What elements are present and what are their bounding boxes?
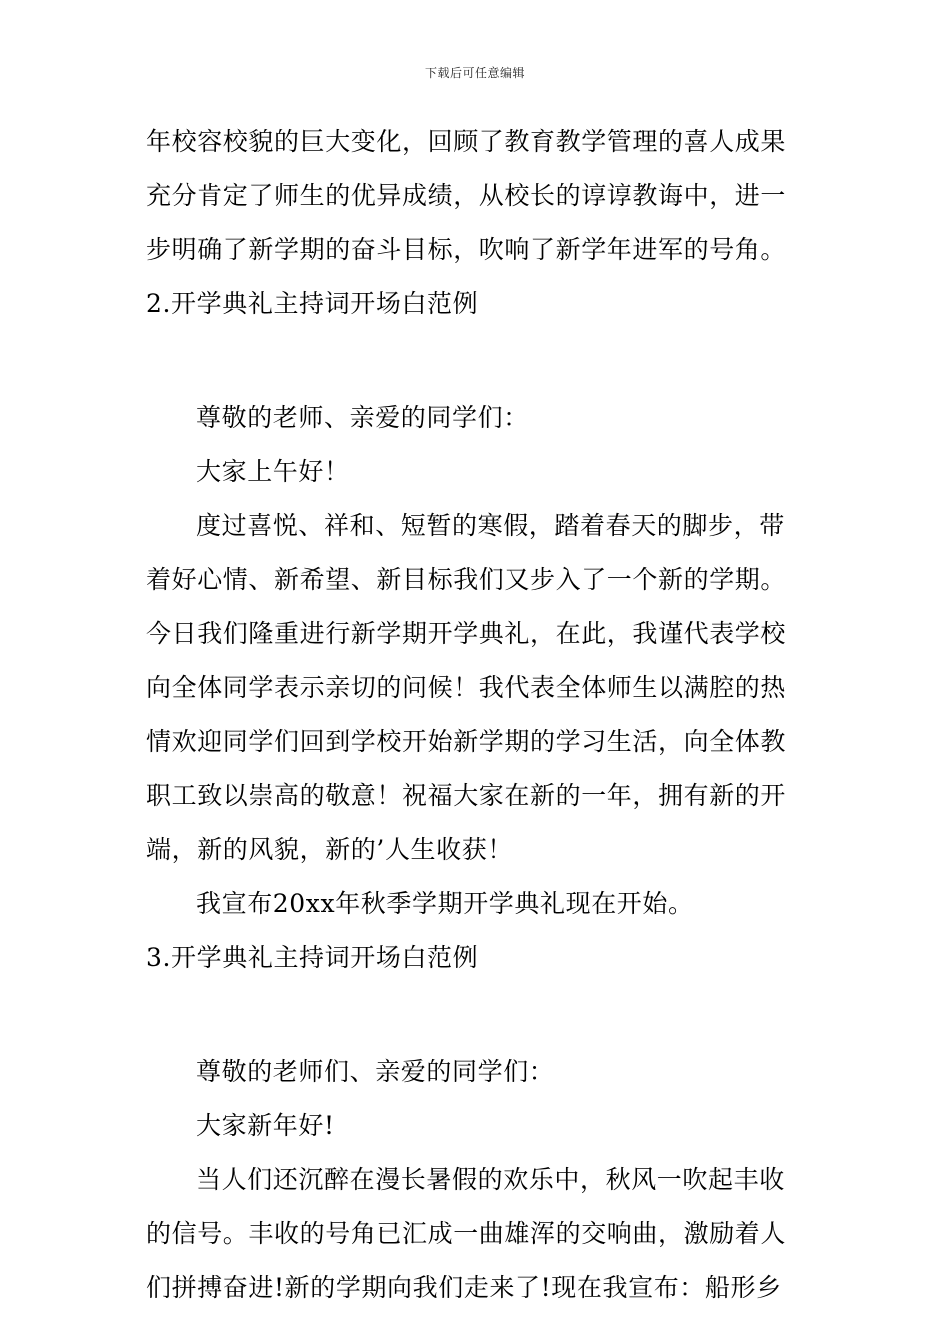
salutation-line: 大家新年好! — [196, 1111, 335, 1140]
paragraph-line: 步明确了新学期的奋斗目标，吹响了新学年进军的号角。 — [146, 235, 787, 264]
announcement-line: 我宣布20xx年秋季学期开学典礼现在开始。 — [196, 889, 694, 918]
paragraph-line: 充分肯定了师生的优异成绩，从校长的谆谆教诲中，进一 — [146, 181, 787, 210]
paragraph-line: 今日我们隆重进行新学期开学典礼，在此，我谨代表学校 — [146, 619, 787, 648]
section-heading-3: 3.开学典礼主持词开场白范例 — [146, 943, 479, 972]
paragraph-line: 的信号。丰收的号角已汇成一曲雄浑的交响曲，激励着人 — [146, 1219, 787, 1248]
salutation-line: 大家上午好！ — [196, 457, 350, 486]
greeting-line: 尊敬的老师、亲爱的同学们： — [196, 403, 529, 432]
section-heading-2: 2.开学典礼主持词开场白范例 — [146, 289, 479, 318]
greeting-line: 尊敬的老师们、亲爱的同学们： — [196, 1057, 555, 1086]
paragraph-line: 职工致以崇高的敬意！祝福大家在新的一年，拥有新的开 — [146, 781, 787, 810]
paragraph-line: 着好心情、新希望、新目标我们又步入了一个新的学期。 — [146, 565, 787, 594]
paragraph-line: 端，新的风貌，新的’人生收获！ — [146, 835, 513, 864]
paragraph-line: 度过喜悦、祥和、短暂的寒假，踏着春天的脚步，带 — [196, 511, 785, 540]
paragraph-line: 向全体同学表示亲切的问候！我代表全体师生以满腔的热 — [146, 673, 787, 702]
paragraph-line: 当人们还沉醉在漫长暑假的欢乐中，秋风一吹起丰收 — [196, 1165, 785, 1194]
section-spacer — [146, 343, 811, 403]
section-spacer — [146, 997, 811, 1057]
page-header-note: 下载后可任意编辑 — [424, 66, 525, 80]
paragraph-line: 年校容校貌的巨大变化，回顾了教育教学管理的喜人成果 — [146, 127, 787, 156]
paragraph-line: 们拼搏奋进!新的学期向我们走来了!现在我宣布：船形乡 — [146, 1273, 782, 1302]
document-body — [146, 127, 811, 1327]
paragraph-line: 情欢迎同学们回到学校开始新学期的学习生活，向全体教 — [146, 727, 787, 756]
